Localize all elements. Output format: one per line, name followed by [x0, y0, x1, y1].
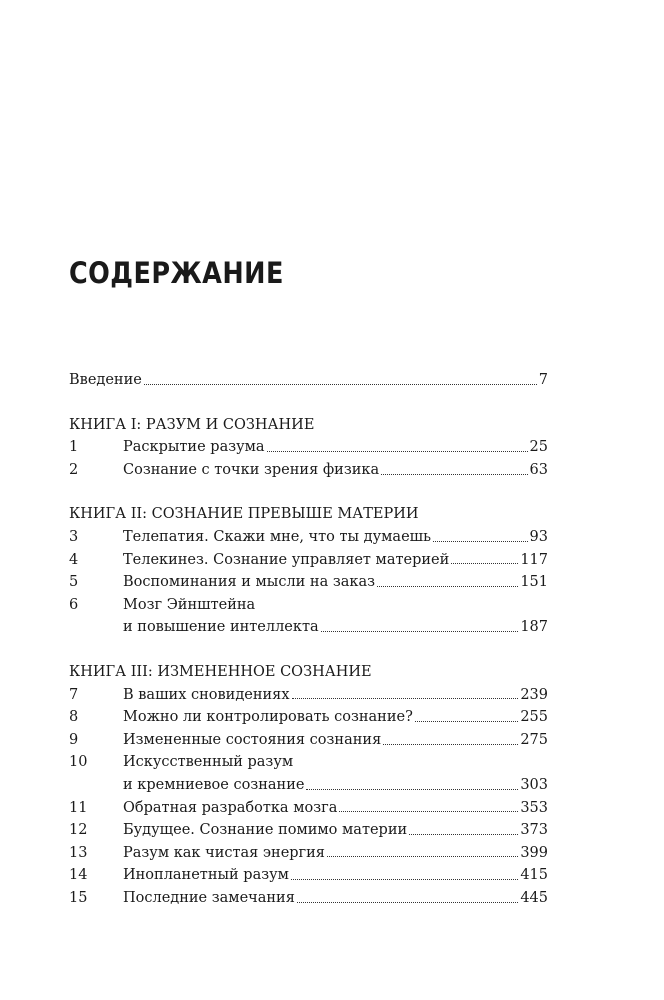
chapter-number: 9 — [69, 731, 79, 748]
toc-entry[interactable] — [69, 616, 548, 639]
toc-parts — [69, 392, 548, 910]
toc-entry-page: 93 — [529, 528, 548, 545]
chapter-number: 13 — [69, 844, 88, 861]
part-heading: КНИГА III: ИЗМЕНЕННОЕ СОЗНАНИЕ — [69, 663, 372, 680]
chapter-number: 2 — [69, 461, 79, 478]
toc-entry[interactable] — [69, 774, 548, 797]
section-spacer — [69, 639, 548, 661]
toc-entry-page: 239 — [520, 686, 548, 703]
dot-leader — [291, 879, 518, 880]
toc-entry-page: 25 — [529, 439, 548, 456]
toc-entry-page: 445 — [520, 889, 548, 906]
toc-entry-title: Обратная разработка мозга — [123, 799, 338, 816]
dot-leader — [321, 631, 519, 632]
toc-entry-title: Телепатия. Скажи мне, что ты думаешь — [123, 528, 432, 545]
toc-entry-title: и кремниевое сознание — [123, 776, 305, 793]
dot-leader — [409, 834, 518, 835]
chapter-number: 4 — [69, 551, 79, 568]
dot-leader — [377, 586, 518, 587]
part-heading: КНИГА I: РАЗУМ И СОЗНАНИЕ — [69, 416, 315, 433]
table-of-contents — [69, 369, 548, 909]
toc-entry-first-line[interactable] — [69, 751, 548, 774]
chapter-number: 12 — [69, 822, 88, 839]
chapter-number: 11 — [69, 799, 88, 816]
toc-entry[interactable] — [69, 864, 548, 887]
toc-entry-title: Мозг Эйнштейна — [123, 596, 256, 613]
dot-leader — [292, 698, 519, 699]
dot-leader — [267, 451, 528, 452]
toc-entry-title: Искусственный разум — [123, 754, 294, 771]
toc-entry[interactable] — [69, 819, 548, 842]
dot-leader — [339, 811, 518, 812]
toc-entry-page: 373 — [520, 822, 548, 839]
dot-leader — [381, 474, 527, 475]
chapter-number: 10 — [69, 754, 88, 771]
toc-entry[interactable] — [69, 887, 548, 910]
dot-leader — [144, 384, 537, 385]
toc-entry[interactable] — [69, 842, 548, 865]
chapter-number: 1 — [69, 439, 79, 456]
toc-entry[interactable] — [69, 729, 548, 752]
toc-entry-title: Воспоминания и мысли на заказ — [123, 574, 376, 591]
toc-entry-page: 255 — [520, 709, 548, 726]
toc-entry[interactable] — [69, 706, 548, 729]
chapter-number: 5 — [69, 574, 79, 591]
toc-entry[interactable] — [69, 549, 548, 572]
toc-entry-title: Разум как чистая энергия — [123, 844, 325, 861]
toc-entry[interactable] — [69, 684, 548, 707]
toc-entry[interactable] — [69, 526, 548, 549]
toc-entry-page: 275 — [520, 731, 548, 748]
chapter-number: 8 — [69, 709, 79, 726]
chapter-number: 6 — [69, 596, 79, 613]
chapter-number: 15 — [69, 889, 88, 906]
toc-entry-page: 187 — [520, 619, 548, 636]
toc-entry-title: Введение — [69, 372, 142, 388]
toc-entry-page: 7 — [538, 372, 548, 388]
toc-entry-title: Раскрытие разума — [123, 439, 265, 456]
toc-entry-title: Телекинез. Сознание управляет материей — [123, 551, 450, 568]
toc-entry-page: 399 — [520, 844, 548, 861]
dot-leader — [433, 541, 528, 542]
chapter-number: 3 — [69, 528, 79, 545]
toc-entry-title: Будущее. Сознание помимо материи — [123, 822, 408, 839]
toc-entry-page: 353 — [520, 799, 548, 816]
toc-entry[interactable] — [69, 459, 548, 482]
dot-leader — [306, 789, 518, 790]
chapter-number: 14 — [69, 867, 88, 884]
chapter-number: 7 — [69, 686, 79, 703]
toc-entry-title: Последние замечания — [123, 889, 295, 906]
toc-entry[interactable] — [69, 436, 548, 459]
toc-entry-title: и повышение интеллекта — [123, 619, 319, 636]
section-spacer — [69, 392, 548, 414]
toc-entry[interactable] — [69, 571, 548, 594]
toc-entry-title: В ваших сновидениях — [123, 686, 290, 703]
dot-leader — [383, 744, 518, 745]
toc-entry-page: 303 — [520, 776, 548, 793]
part-heading: КНИГА II: СОЗНАНИЕ ПРЕВЫШЕ МАТЕРИИ — [69, 506, 419, 523]
toc-entry-title: Можно ли контролировать сознание? — [123, 709, 413, 726]
toc-entry-title: Измененные состояния сознания — [123, 731, 382, 748]
dot-leader — [327, 856, 518, 857]
page-title: СОДЕРЖАНИЕ — [69, 256, 284, 290]
toc-entry-intro[interactable] — [69, 369, 548, 392]
toc-entry-title: Инопланетный разум — [123, 867, 289, 884]
dot-leader — [415, 721, 518, 722]
toc-entry-title: Сознание с точки зрения физика — [123, 461, 380, 478]
toc-entry-first-line[interactable] — [69, 594, 548, 617]
toc-entry-page: 63 — [529, 461, 548, 478]
toc-entry-page: 117 — [520, 551, 548, 568]
dot-leader — [297, 902, 518, 903]
toc-entry-page: 151 — [520, 574, 548, 591]
toc-entry-page: 415 — [520, 867, 548, 884]
toc-entry[interactable] — [69, 797, 548, 820]
section-spacer — [69, 481, 548, 503]
dot-leader — [451, 563, 518, 564]
